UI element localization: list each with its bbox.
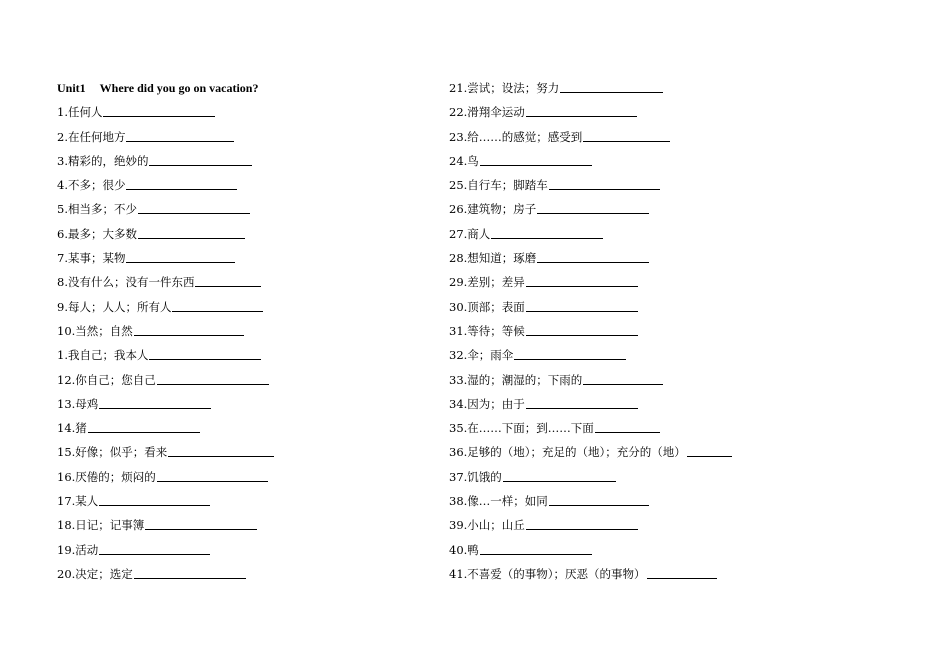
- vocab-prompt: 22.滑翔伞运动: [449, 105, 525, 120]
- vocab-prompt: 31.等待；等候: [449, 323, 525, 338]
- vocab-prompt: 28.想知道；琢磨: [449, 251, 537, 266]
- answer-blank[interactable]: [480, 153, 592, 166]
- vocab-item: [57, 246, 417, 270]
- vocab-item: [449, 173, 809, 197]
- unit-heading: [57, 76, 417, 100]
- vocab-item: [57, 173, 417, 197]
- vocab-prompt: 8.没有什么；没有一件东西: [57, 275, 195, 290]
- answer-blank[interactable]: [138, 226, 245, 239]
- answer-blank[interactable]: [99, 396, 211, 409]
- vocab-prompt: 1.任何人: [57, 105, 103, 120]
- vocab-prompt: 14.猪: [57, 421, 87, 436]
- answer-blank[interactable]: [491, 226, 603, 239]
- vocab-prompt: 40.鸭: [449, 542, 479, 557]
- vocab-item: [449, 465, 809, 489]
- vocab-prompt: 19.活动: [57, 542, 99, 557]
- vocab-prompt: 27.商人: [449, 226, 491, 241]
- unit-number: Unit1: [57, 81, 86, 95]
- vocab-item: [449, 100, 809, 124]
- vocab-item: [57, 222, 417, 246]
- answer-blank[interactable]: [526, 323, 638, 336]
- vocab-item: [57, 538, 417, 562]
- vocab-prompt: 2.在任何地方: [57, 129, 126, 144]
- vocab-prompt: 20.决定；选定: [57, 566, 133, 581]
- answer-blank[interactable]: [526, 274, 638, 287]
- vocab-item: [449, 246, 809, 270]
- vocab-item: [449, 392, 809, 416]
- vocab-item: [57, 513, 417, 537]
- vocab-item: [57, 562, 417, 586]
- vocab-item: [449, 538, 809, 562]
- answer-blank[interactable]: [526, 299, 638, 312]
- vocab-prompt: 15.好像；似乎；看来: [57, 445, 168, 460]
- vocab-item: [449, 513, 809, 537]
- answer-blank[interactable]: [526, 396, 638, 409]
- answer-blank[interactable]: [526, 517, 638, 530]
- vocab-prompt: 29.差别；差异: [449, 275, 525, 290]
- vocab-item: [449, 319, 809, 343]
- vocab-item: [449, 343, 809, 367]
- vocab-prompt: 35.在……下面；到……下面: [449, 421, 594, 436]
- vocab-prompt: 6.最多；大多数: [57, 226, 137, 241]
- vocab-item: [449, 76, 809, 100]
- answer-blank[interactable]: [583, 129, 670, 142]
- answer-blank[interactable]: [149, 347, 261, 360]
- answer-blank[interactable]: [126, 129, 234, 142]
- answer-blank[interactable]: [99, 493, 210, 506]
- vocab-item: [57, 392, 417, 416]
- answer-blank[interactable]: [172, 299, 263, 312]
- vocab-item: [57, 149, 417, 173]
- vocab-item: [449, 440, 809, 464]
- vocab-item: [449, 489, 809, 513]
- vocab-item: [57, 100, 417, 124]
- right-vocab-list: [449, 76, 809, 586]
- vocab-item: [57, 125, 417, 149]
- answer-blank[interactable]: [537, 201, 649, 214]
- vocab-item: [449, 197, 809, 221]
- vocab-prompt: 7.某事；某物: [57, 251, 126, 266]
- answer-blank[interactable]: [503, 469, 616, 482]
- vocab-prompt: 37.饥饿的: [449, 469, 502, 484]
- vocab-item: [449, 416, 809, 440]
- vocab-item: [57, 197, 417, 221]
- vocab-prompt: 23.给……的感觉；感受到: [449, 129, 583, 144]
- vocab-prompt: 13.母鸡: [57, 396, 99, 411]
- vocab-prompt: 24.鸟: [449, 153, 479, 168]
- answer-blank[interactable]: [134, 566, 246, 579]
- vocab-item: [449, 125, 809, 149]
- vocab-prompt: 38.像…一样；如同: [449, 494, 548, 509]
- vocab-prompt: 18.日记；记事簿: [57, 518, 145, 533]
- answer-blank[interactable]: [583, 372, 663, 385]
- vocab-prompt: 26.建筑物；房子: [449, 202, 537, 217]
- answer-blank[interactable]: [514, 347, 626, 360]
- answer-blank[interactable]: [168, 444, 274, 457]
- vocab-prompt: 25.自行车；脚踏车: [449, 178, 548, 193]
- vocab-prompt: 3.精彩的，绝妙的: [57, 153, 149, 168]
- answer-blank[interactable]: [134, 323, 244, 336]
- left-vocab-list: [57, 100, 417, 586]
- answer-blank[interactable]: [88, 420, 200, 433]
- vocab-item: [449, 368, 809, 392]
- answer-blank[interactable]: [149, 153, 252, 166]
- vocab-prompt: 4.不多；很少: [57, 178, 126, 193]
- answer-blank[interactable]: [103, 104, 215, 117]
- answer-blank[interactable]: [560, 80, 663, 93]
- unit-title: Where did you go on vacation?: [99, 81, 259, 95]
- vocab-prompt: 17.某人: [57, 494, 99, 509]
- answer-blank[interactable]: [126, 177, 237, 190]
- vocab-prompt: 5.相当多；不少: [57, 202, 137, 217]
- answer-blank[interactable]: [549, 493, 649, 506]
- answer-blank[interactable]: [687, 444, 732, 457]
- answer-blank[interactable]: [537, 250, 649, 263]
- answer-blank[interactable]: [138, 201, 250, 214]
- vocab-prompt: 10.当然；自然: [57, 323, 133, 338]
- vocab-item: [57, 416, 417, 440]
- vocab-prompt: 36.足够的（地）；充足的（地）；充分的（地）: [449, 445, 686, 460]
- vocab-item: [449, 222, 809, 246]
- answer-blank[interactable]: [126, 250, 235, 263]
- vocab-prompt: 9.每人；人人；所有人: [57, 299, 172, 314]
- vocab-item: [57, 270, 417, 294]
- vocab-item: [57, 489, 417, 513]
- answer-blank[interactable]: [157, 372, 269, 385]
- vocab-prompt: 21.尝试；设法；努力: [449, 81, 560, 95]
- vocab-item: [57, 319, 417, 343]
- vocab-prompt: 12.你自己；您自己: [57, 372, 156, 387]
- answer-blank[interactable]: [195, 274, 261, 287]
- vocab-prompt: 34.因为；由于: [449, 396, 525, 411]
- answer-blank[interactable]: [595, 420, 660, 433]
- vocab-item: [449, 562, 809, 586]
- vocab-item: [57, 440, 417, 464]
- answer-blank[interactable]: [549, 177, 660, 190]
- vocab-item: [57, 343, 417, 367]
- vocab-prompt: 32.伞；雨伞: [449, 348, 514, 363]
- vocab-item: [57, 465, 417, 489]
- answer-blank[interactable]: [99, 542, 210, 555]
- answer-blank[interactable]: [145, 517, 257, 530]
- vocab-prompt: 30.顶部；表面: [449, 299, 525, 314]
- vocab-prompt: 39.小山；山丘: [449, 518, 525, 533]
- vocab-item: [449, 295, 809, 319]
- vocab-item: [449, 149, 809, 173]
- right-column: [449, 76, 809, 586]
- left-column: [57, 76, 417, 586]
- vocab-prompt: 1.我自己；我本人: [57, 348, 149, 363]
- vocab-item: [57, 295, 417, 319]
- vocab-prompt: 33.湿的；潮湿的；下雨的: [449, 372, 583, 387]
- vocab-prompt: 16.厌倦的；烦闷的: [57, 469, 156, 484]
- answer-blank[interactable]: [480, 542, 592, 555]
- answer-blank[interactable]: [157, 469, 268, 482]
- vocab-item: [57, 368, 417, 392]
- answer-blank[interactable]: [526, 104, 637, 117]
- vocab-item: [449, 270, 809, 294]
- vocab-prompt: 41.不喜爱（的事物）；厌恶（的事物）: [449, 566, 646, 581]
- answer-blank[interactable]: [647, 566, 717, 579]
